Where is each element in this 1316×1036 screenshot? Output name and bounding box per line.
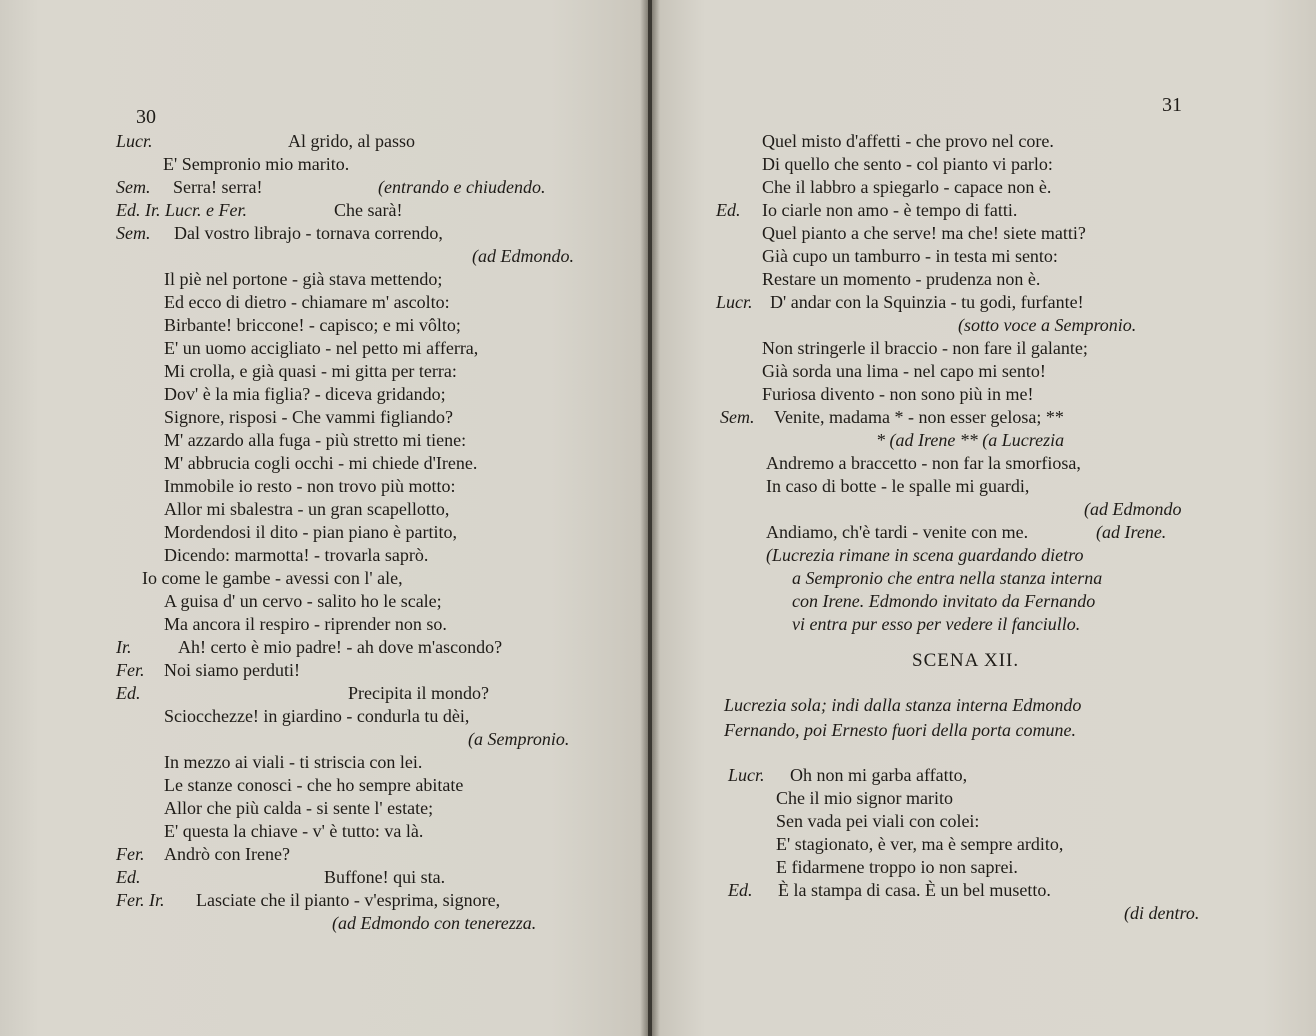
- verse-line: Andrò con Irene?: [164, 844, 290, 864]
- speaker-label: Lucr.: [116, 131, 153, 151]
- verse-line: Birbante! briccone! - capisco; e mi vôlto;: [164, 315, 461, 335]
- verse-line: A guisa d' un cervo - salito ho le scale;: [164, 591, 442, 611]
- verse-line: Ed ecco di dietro - chiamare m' ascolto:: [164, 292, 450, 312]
- verse-line: Sen vada pei viali con colei:: [776, 811, 980, 831]
- verse-line: Non stringerle il braccio - non fare il galante;: [762, 338, 1088, 358]
- verse-line: Dov' è la mia figlia? - diceva gridando;: [164, 384, 446, 404]
- speaker-label: Fer.: [116, 844, 145, 864]
- speaker-label: Ir.: [116, 637, 132, 657]
- speaker-label: Sem.: [116, 223, 151, 243]
- stage-direction: Fernando, poi Ernesto fuori della porta comune.: [724, 720, 1076, 740]
- speaker-label: Ed.: [116, 683, 141, 703]
- verse-line: D' andar con la Squinzia - tu godi, furfante!: [770, 292, 1084, 312]
- verse-line: Allor che più calda - si sente l' estate;: [164, 798, 434, 818]
- verse-line: Quel misto d'affetti - che provo nel core.: [762, 131, 1054, 151]
- stage-direction: (Lucrezia rimane in scena guardando dietro: [766, 545, 1084, 565]
- scene-heading: SCENA XII.: [912, 650, 1020, 671]
- stage-direction: Lucrezia sola; indi dalla stanza interna Edmondo: [724, 695, 1082, 715]
- verse-line: Che sarà!: [334, 200, 403, 220]
- verse-line: Di quello che sento - col pianto vi parlo:: [762, 154, 1053, 174]
- stage-direction: (ad Edmondo: [1084, 499, 1182, 519]
- stage-direction: (ad Edmondo con tenerezza.: [332, 913, 537, 933]
- verse-line: Oh non mi garba affatto,: [790, 765, 968, 785]
- verse-line: In caso di botte - le spalle mi guardi,: [766, 476, 1030, 496]
- speaker-label: Fer. Ir.: [116, 890, 165, 910]
- verse-line: In mezzo ai viali - ti striscia con lei.: [164, 752, 423, 772]
- verse-line: Andiamo, ch'è tardi - venite con me.: [766, 522, 1029, 542]
- verse-line: Il piè nel portone - già stava mettendo;: [164, 269, 443, 289]
- page-number-right: 31: [1162, 94, 1182, 116]
- verse-line: M' azzardo alla fuga - più stretto mi tiene:: [164, 430, 467, 450]
- verse-line: Dicendo: marmotta! - trovarla saprò.: [164, 545, 429, 565]
- verse-line: Andremo a braccetto - non far la smorfiosa,: [766, 453, 1081, 473]
- stage-direction: (entrando e chiudendo.: [378, 177, 546, 197]
- speaker-label: Lucr.: [728, 765, 765, 785]
- stage-direction: a Sempronio che entra nella stanza interna: [792, 568, 1103, 588]
- stage-direction: vi entra pur esso per vedere il fanciullo.: [792, 614, 1081, 634]
- speaker-label: Sem.: [116, 177, 151, 197]
- verse-line: E fidarmene troppo io non saprei.: [776, 857, 1018, 877]
- verse-line: È la stampa di casa. È un bel musetto.: [778, 880, 1051, 900]
- verse-line: Che il mio signor marito: [776, 788, 953, 808]
- verse-line: Ma ancora il respiro - riprender non so.: [164, 614, 447, 634]
- verse-line: E' un uomo accigliato - nel petto mi afferra,: [164, 338, 479, 358]
- verse-line: Già cupo un tamburro - in testa mi sento:: [762, 246, 1058, 266]
- verse-line: Mi crolla, e già quasi - mi gitta per terra:: [164, 361, 457, 381]
- speaker-label: Ed.: [116, 867, 141, 887]
- verse-line: E' Sempronio mio marito.: [163, 154, 350, 174]
- verse-line: Al grido, al passo: [288, 131, 415, 151]
- verse-line: Furiosa divento - non sono più in me!: [762, 384, 1034, 404]
- verse-line: Le stanze conosci - che ho sempre abitate: [164, 775, 464, 795]
- stage-direction: (ad Edmondo.: [472, 246, 574, 266]
- page-number-left: 30: [136, 106, 156, 128]
- speaker-label: Ed. Ir. Lucr. e Fer.: [116, 200, 247, 220]
- speaker-label: Fer.: [116, 660, 145, 680]
- speaker-label: Sem.: [720, 407, 755, 427]
- verse-line: E' questa la chiave - v' è tutto: va là.: [164, 821, 424, 841]
- verse-line: Restare un momento - prudenza non è.: [762, 269, 1041, 289]
- verse-line: Signore, risposi - Che vammi figliando?: [164, 407, 453, 427]
- verse-line: Io come le gambe - avessi con l' ale,: [142, 568, 403, 588]
- verse-line: Ah! certo è mio padre! - ah dove m'ascondo?: [178, 637, 503, 657]
- verse-line: Noi siamo perduti!: [164, 660, 300, 680]
- speaker-label: Ed.: [716, 200, 741, 220]
- speaker-label: Ed.: [728, 880, 753, 900]
- verse-line: Allor mi sbalestra - un gran scapellotto,: [164, 499, 450, 519]
- verse-line: Lasciate che il pianto - v'esprima, signore,: [196, 890, 501, 910]
- stage-direction: * (ad Irene ** (a Lucrezia: [876, 430, 1065, 450]
- book-gutter: [640, 0, 660, 1036]
- verse-line: Mordendosi il dito - pian piano è partito,: [164, 522, 457, 542]
- verse-line: Dal vostro librajo - tornava correndo,: [174, 223, 443, 243]
- verse-line: Che il labbro a spiegarlo - capace non è.: [762, 177, 1052, 197]
- stage-direction: (sotto voce a Sempronio.: [958, 315, 1137, 335]
- verse-line: Sciocchezze! in giardino - condurla tu dèi,: [164, 706, 470, 726]
- speaker-label: Lucr.: [716, 292, 753, 312]
- verse-line: Io ciarle non amo - è tempo di fatti.: [762, 200, 1018, 220]
- verse-line: Quel pianto a che serve! ma che! siete matti?: [762, 223, 1086, 243]
- verse-line: Precipita il mondo?: [348, 683, 489, 703]
- verse-line: Buffone! qui sta.: [324, 867, 446, 887]
- stage-direction: (di dentro.: [1124, 903, 1200, 923]
- verse-line: Venite, madama * - non esser gelosa; **: [774, 407, 1064, 427]
- verse-line: E' stagionato, è ver, ma è sempre ardito,: [776, 834, 1064, 854]
- stage-direction: (a Sempronio.: [468, 729, 570, 749]
- verse-line: M' abbrucia cogli occhi - mi chiede d'Irene.: [164, 453, 478, 473]
- stage-direction: con Irene. Edmondo invitato da Fernando: [792, 591, 1096, 611]
- verse-line: Immobile io resto - non trovo più motto:: [164, 476, 456, 496]
- verse-line: Già sorda una lima - nel capo mi sento!: [762, 361, 1046, 381]
- verse-line: Serra! serra!: [173, 177, 263, 197]
- stage-direction: (ad Irene.: [1096, 522, 1167, 542]
